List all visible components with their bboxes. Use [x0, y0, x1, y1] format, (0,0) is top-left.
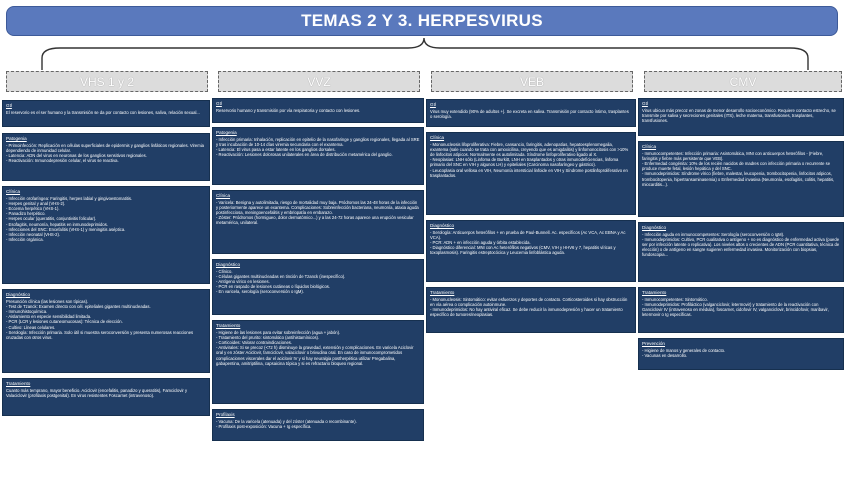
box-body: - Inmunocompetentes: Infección primaria: Asintomática, MNI con anticuerpos heterófilos - (Fiebre, faringitis y fiebre más persistente que VEB). - Enfermedad congénita: 10% de los recién nacidos de madres con infección primaria o recurrente se produce muerte fetal, lesión hepática y del SNC. - Inmunodeprimidos: Síndrome vírico (fiebre, malestar, leucopenia, trombocitopenia, linfocitos atípicos, trombocitopenia, hipertransaminasemia) o Enfermedad invasiva (Neumonía, esofagitis, colitis, hepatitis, miocarditis...).: [642, 151, 835, 187]
box-body: Virus ubicuo más precoz en zonas de menor desarrollo socioeconómico. Requiere contacto estrecho, se transmite por saliva y secreciones genitales (ITS), leche materna, transfusiones, trasplantes, transfusiones.: [642, 108, 836, 124]
box-heading: Diagnóstico: [642, 225, 667, 230]
cmv-gtl-box: [638, 98, 844, 136]
veb-clinica-box: [426, 132, 636, 215]
vvz-gtl-box: [212, 98, 424, 123]
box-heading: Gtl: [642, 101, 648, 106]
cmv-tratamiento-box: [638, 287, 844, 333]
cmv-prevencion-box: [638, 338, 844, 370]
grouping-brace: [0, 36, 848, 72]
vhs-gtl-box: [2, 100, 210, 127]
cmv-diagnostico-box: [638, 222, 844, 282]
col-header-cmv: CMV: [644, 71, 842, 92]
box-heading: Tratamiento: [6, 381, 31, 386]
box-body: - Serología: Anticuerpos heterófilos + en prueba de Paul-Bunnell. Ac. específicos (Ac VCA, Ac EBNA y Ac VCA). - PCR: ADN + en infección aguda y órbita establecida. - Diagnóstico diferencial: MNI con Ac heterófilos negativos (CMV, VIH y HHV6 y 7, hepatitis víricas y toxoplasmosis). Faringitis estreptocócica y Leucemia linfoblástica aguda.: [430, 230, 626, 256]
box-body: - Infección orofaríngea: Faringitis, herpes labial y gingivoestomatitis. - Herpes genital y anal (VHS-2). - Eccema herpético (VHS-1). - Panadizo herpético. - Herpes ocular (queratitis, conjuntivitis folicular). - Esofagitis, neumonía, hepatitis en inmunodeprimidos. - Infecciones del SNC: Encefalitis (VHS-1) y meningitis aséptica. - Infección neonatal (VHS-2). - Infección orgánica.: [6, 196, 133, 242]
box-heading: Diagnóstico: [6, 292, 31, 297]
box-heading: Clínica: [216, 193, 231, 198]
box-heading: Clínica: [642, 144, 657, 149]
box-body: - Higiene de las lesiones para evitar sobreinfección (agua + jabón). - Tratamiento del prurito: sintomático (antihistamínicos). - Corticoides: Valorar contraindicaciones. - Antivirales: Si se precoz (<72 h) disminuye la gravedad, extensión y complicaciones. En varicela Aciclovir oral y en zóster Aciclovir, famciclovir, valaciclovir o brivudina oral. En caso de inmunocomprometidos complicaciones viscerales dar el aciclovir IV y si hay neuralgia postherpética utilizar Pregabalina, gabapentina, amitriptilina, capsaicina tópica y si es refractario bloqueo regional.: [216, 330, 414, 366]
box-heading: Diagnóstico: [430, 223, 455, 228]
box-heading: Patogenia: [216, 130, 237, 135]
box-body: - Higiene de manos y generales de contacto. - Vacunas en desarrollo.: [642, 348, 726, 359]
diagram-title: TEMAS 2 Y 3. HERPESVIRUS: [6, 6, 838, 36]
box-body: Virus muy extendido (90% de adultos +). Se excreta en saliva. Transmisión por contacto íntimo, trasplantes o serología.: [430, 109, 629, 120]
vhs-clinica-box: [2, 186, 210, 284]
box-body: - Infección primaria: Inhalación, replicación en epitelio de la nasofaringe y ganglios regionales, llegada al SRE y tras incubación de 10-14 días viremia secundaria con el exantema. - Latencia: El virus pasa a estar latente en los ganglios dorsales. - Reactivación: Lesiones dolorosas unilaterales en área de distribución metamérica del ganglio.: [216, 137, 420, 158]
box-body: - Inmunocompetentes: Sintomático. - Inmunodeprimidos: Profiláctico (valganciclovir, letermovir) y tratamiento de la reactivación con Ganciclovir IV (intravenoso en médula), foscarnet, cidofovir IV, valganciclovir, brincidofovir, maribavir, letermovir o Ig específicas.: [642, 297, 829, 318]
vvz-profilaxis-box: [212, 409, 424, 441]
box-body: - Clínico. - Células gigantes multinucleadas en tinción de Tzanck (inespecífico). - Antígeno vírico en lesiones. - PCR en raspado de lesiones cutáneas o líquidos biológicos. - En varicela, serología (seroconversión o IgM).: [216, 269, 346, 295]
box-heading: Clínica: [6, 189, 21, 194]
box-body: - Mononucleosis lifoproliferativa: Fiebre, cansancio, faringitis, adenopatías, hepatoesplenomegalia, exantema (sale cuando se trata con amoxicilina, creyendo que es amigdalitis) y linfomonocitosis con >10% de linfocitos atípicos. Normalmente es autolimitada. Síndrome linfoproliferativo ligado al X. - Neoplasias: LNH sólo (Linfoma de Burkitt, LNH en trasplantados y otras inmunodeficiencias, linfoma primario del SNC en VIH y algunos LH) y epiteliales (Carcinoma nasofaríngeo y gástrico). - Leucoplasia oral vellosa en VIH, Neumonía intersticial linfoide en VIH y Síndrome postlinfoproliferativo en trasplantados.: [430, 142, 629, 178]
vhs-tratamiento-box: [2, 378, 210, 416]
box-heading: Clínica: [430, 135, 445, 140]
vvz-patogenia-box: [212, 127, 424, 185]
col-header-vhs: VHS 1 y 2: [6, 71, 208, 92]
box-body: Cuanto más temprano, mayor beneficio. Aciclovir (encefalitis, panadizo y queratitis), Famciclovir y Valaciclovir (profilaxis postgenital). En virus resistentes Foscarnet (intravenoso).: [6, 388, 188, 399]
box-heading: Prevención: [642, 341, 665, 346]
box-body: - Varicela: Benigna y autolimitada, riesgo de mortalidad muy baja. Pródromos las 24-48 horas de la infección y posteriormente aparece un exantema. Complicaciones: Sobreinfección bacteriana, neumonía, ataxia aguda postinfecciosa, meningoencefalitis y embriopatía en embarazo. - Zóster: Pródromos (hormigueo, dolor dermatómico...) y a las 24-72 horas aparece una erupción vesicular metamérica, unilateral.: [216, 200, 419, 226]
vvz-clinica-box: [212, 190, 424, 254]
box-heading: Tratamiento: [430, 290, 455, 295]
col-header-veb: VEB: [431, 71, 633, 92]
box-heading: Gtl: [6, 103, 12, 108]
veb-gtl-box: [426, 99, 636, 127]
vhs-diagnostico-box: [2, 289, 210, 373]
vvz-diagnostico-box: [212, 259, 424, 315]
veb-tratamiento-box: [426, 287, 636, 333]
box-body: Reservorio humano y transmisión por vía respiratoria y contacto con lesiones.: [216, 108, 361, 114]
box-heading: Tratamiento: [216, 323, 241, 328]
vvz-tratamiento-box: [212, 320, 424, 404]
box-heading: Tratamiento: [642, 290, 667, 295]
box-heading: Diagnóstico: [216, 262, 241, 267]
col-header-vvz: VVZ: [218, 71, 420, 92]
box-body: El reservorio es el ser humano y la transmisión se da por contacto con lesiones, saliva, relación sexual...: [6, 110, 200, 116]
cmv-clinica-box: [638, 141, 844, 217]
veb-diagnostico-box: [426, 220, 636, 282]
vhs-patogenia-box: [2, 133, 210, 181]
box-heading: Profilaxis: [216, 412, 235, 417]
box-body: - Mononucleosis: Sintomático: evitar esfuerzos y deportes de contacto. Corticosteroides si hay obstrucción en vía aérea o complicación autoinmune. - Inmunodeprimidos: No hay antiviral eficaz. Se debe reducir la inmunodepresión y hacer un tratamiento específico de tumores/neoplasias.: [430, 297, 628, 318]
box-body: - Vacuna: De la varicela (atenuada) y del zóster (atenuada o recombinante). - Profilaxis post-exposición: Vacuna + Ig específica.: [216, 419, 357, 430]
box-heading: Gtl: [216, 101, 222, 106]
box-body: - Infección aguda en inmunocompetentes: Serología (seroconversión o IgM). - Inmunodeprimidos: Cultivo, PCR cualitativa o antígeno + no es diagnóstico de enfermedad activa (puede ser por infección latente o replicativa). Los niveles altos o crecientes de ADN (PCR cuantitativa, técnica de elección) o de antígeno en sangre sugieren enfermedad invasiva. Monitorización con biopsias, fundoscopia...: [642, 232, 840, 258]
box-body: Presunción clínica (las lesiones son típicas). - Test de Tzanck: Examen directo con cél. epiteliales gigantes multinucleadas. - Inmunohistoquímica. - Aislamiento en especie sensibilidad limitada. - PCR (LCR y lesiones cutaneomucosas): Técnica de elección. - Cultivo: Líneas celulares. - Serología: Infección primaria. Solo útil si muestra seroconversión y presenta numerosas reacciones cruzadas con otros virus.: [6, 299, 194, 340]
box-heading: Patogenia: [6, 136, 27, 141]
box-body: - Primoinfección: Replicación en células superficiales de epidermis y ganglios linfáticos regionales. Viremia dependiendo de inmunidad celular. - Latencia: ADN del virus en neuronas de los ganglios sensitivos regionales. - Reactivación: Inmunodepresión celular, el virus se reactiva.: [6, 143, 204, 164]
box-heading: Gtl: [430, 102, 436, 107]
